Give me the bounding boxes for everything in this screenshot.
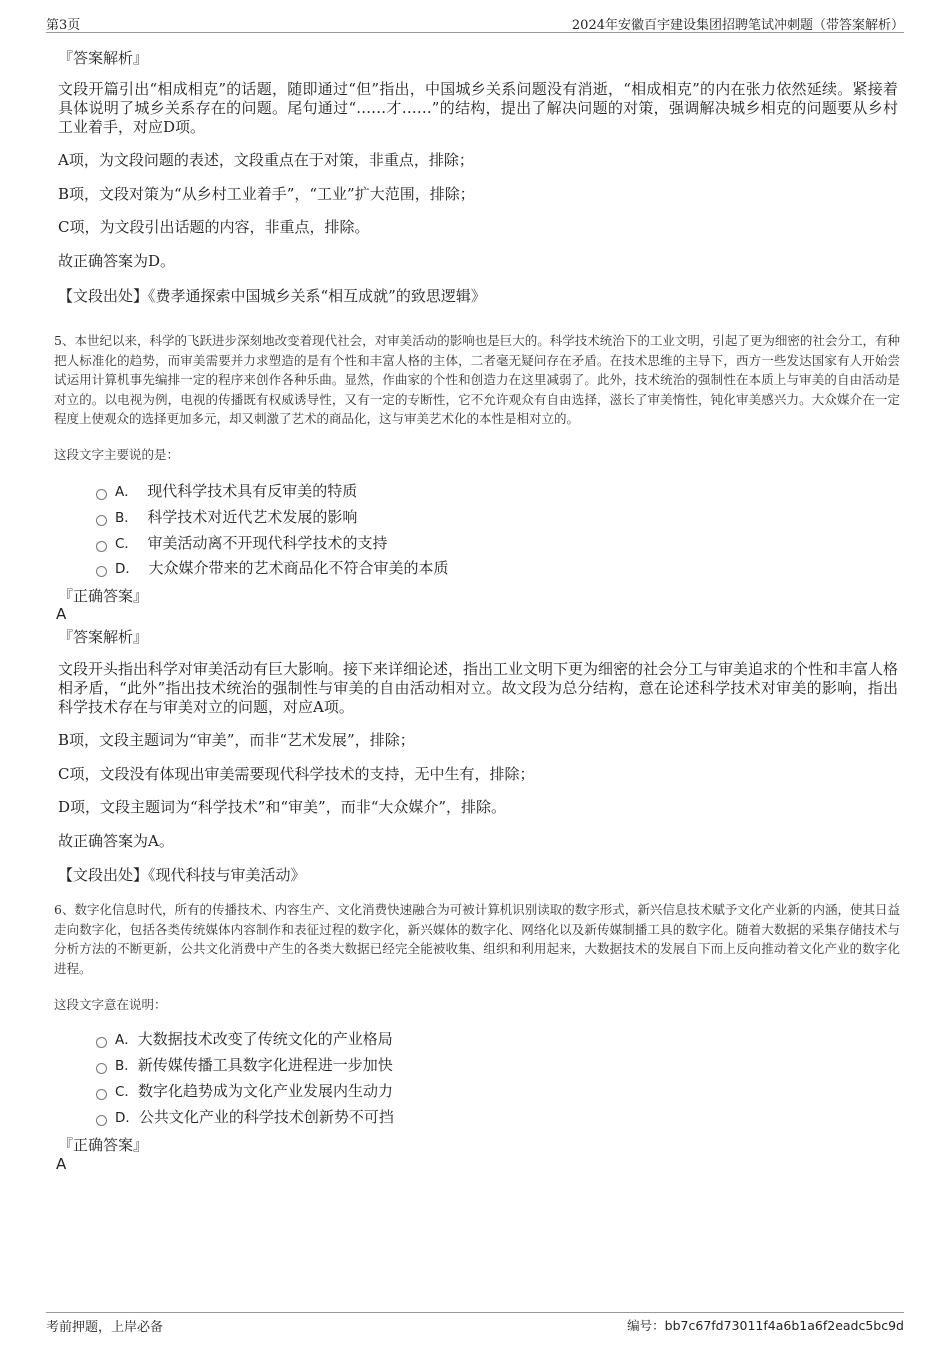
radio-icon[interactable]	[96, 566, 107, 577]
document-code: 编号：bb7c67fd73011f4a6b1a6f2eadc5bc9d	[627, 1318, 904, 1333]
q5-option-b-explanation: B项，文段主题词为“审美”，而非“艺术发展”，排除；	[58, 731, 415, 749]
q6-stem: 6、数字化信息时代，所有的传播技术、内容生产、文化消费快速融合为可被计算机识别读取的数字形式，新兴信息技术赋予文化产业新的内涵，使其日益走向数字化，包括各类传统媒体内容制作和表征过程的数字化，新兴媒体的数字化、网络化以及新传媒制播工具的数字化。随着大数据的采集存储技术与分析方法的不断更新，公共文化消费中产生的各类大数据已经完全能被收集、组织和利用起来，大数据技术的发展自下而上反向推动着文化产业的数字化进程。	[54, 902, 900, 976]
q4-analysis-text: 文段开篇引出“相成相克”的话题，随即通过“但”指出，中国城乡关系问题没有消逝，“相成相克”的内在张力依然延续。紧接着具体说明了城乡关系存在的问题。尾句通过“……才……”的结构，提出了解决问题的对策，强调解决城乡相克的问题要从乡村工业着手，对应D项。	[58, 80, 898, 136]
q4-conclusion: 故正确答案为D。	[58, 252, 176, 270]
page-number: 第3页	[46, 18, 81, 33]
radio-icon[interactable]	[96, 1037, 107, 1048]
q4-source: 【文段出处】《费孝通探索中国城乡关系“相互成就”的致思逻辑》	[58, 287, 486, 305]
footer-slogan: 考前押题，上岸必备	[46, 1320, 164, 1335]
q5-conclusion: 故正确答案为A。	[58, 832, 174, 850]
q5-analysis-text: 文段开头指出科学对审美活动有巨大影响。接下来详细论述，指出工业文明下更为细密的社会分工与审美追求的个性和丰富人格相矛盾，“此外”指出技术统治的强制性与审美的自由活动相对立。故文段为总分结构，意在论述科学技术对审美的影响，指出科学技术存在与审美对立的问题，对应A项。	[58, 660, 899, 716]
q5-stem: 5、本世纪以来，科学的飞跃进步深刻地改变着现代社会，对审美活动的影响也是巨大的。科学技术统治下的工业文明，引起了更为细密的社会分工，有种把人标准化的趋势，而审美需要并力求塑造的是有个性和丰富人格的主体，二者毫无疑问存在矛盾。在技术思维的主导下，西方一些发达国家有人开始尝试运用计算机事先编排一定的程序来创作各种乐曲。显然，作曲家的个性和创造力在这里减弱了。此外，技术统治的强制性在本质上与审美的自由活动是对立的。以电视为例，电视的传播既有权威诱导性，又有一定的专断性，它不允许观众有自由选择，滋长了审美惰性，钝化审美感兴力。大众媒介在一定程度上使观众的选择更加多元，却又刺激了艺术的商品化，这与审美艺术化的本性是相对立的。	[54, 333, 900, 426]
document-title: 2024年安徽百宇建设集团招聘笔试冲刺题（带答案解析）	[571, 18, 904, 33]
q5-option-a[interactable]: A． 现代科学技术具有反审美的特质	[96, 480, 357, 502]
q6-prompt: 这段文字意在说明：	[54, 997, 167, 1012]
q6-option-d[interactable]: D．公共文化产业的科学技术创新势不可挡	[96, 1106, 394, 1128]
q5-analysis-label: 『答案解析』	[58, 628, 149, 646]
radio-icon[interactable]	[96, 515, 107, 526]
q6-answer-label: 『正确答案』	[58, 1136, 149, 1154]
radio-icon[interactable]	[96, 1063, 107, 1074]
q5-option-b[interactable]: B． 科学技术对近代艺术发展的影响	[96, 506, 357, 528]
q6-option-a[interactable]: A．大数据技术改变了传统文化的产业格局	[96, 1028, 393, 1050]
radio-icon[interactable]	[96, 1089, 107, 1100]
q5-answer: A	[56, 605, 67, 623]
page-header	[46, 12, 904, 33]
q4-option-a-explanation: A项，为文段问题的表述，文段重点在于对策，非重点，排除；	[58, 151, 474, 169]
q4-option-b-explanation: B项，文段对策为“从乡村工业着手”，“工业”扩大范围，排除；	[58, 185, 475, 203]
q5-option-d[interactable]: D． 大众媒介带来的艺术商品化不符合审美的本质	[96, 557, 448, 579]
q5-option-d-explanation: D项，文段主题词为“科学技术”和“审美”，而非“大众媒介”，排除。	[58, 798, 507, 816]
q5-source: 【文段出处】《现代科技与审美活动》	[58, 866, 306, 884]
q6-answer: A	[56, 1155, 67, 1173]
radio-icon[interactable]	[96, 1115, 107, 1126]
q5-answer-label: 『正确答案』	[58, 587, 149, 605]
page-footer	[46, 1312, 904, 1335]
q5-option-c-explanation: C项，文段没有体现出审美需要现代科学技术的支持，无中生有，排除；	[58, 765, 535, 783]
q5-option-c[interactable]: C． 审美活动离不开现代科学技术的支持	[96, 532, 388, 554]
q5-prompt: 这段文字主要说的是：	[54, 447, 180, 462]
q6-option-c[interactable]: C．数字化趋势成为文化产业发展内生动力	[96, 1080, 393, 1102]
q6-option-b[interactable]: B．新传媒传播工具数字化进程进一步加快	[96, 1054, 393, 1076]
q4-analysis-label: 『答案解析』	[58, 49, 149, 67]
radio-icon[interactable]	[96, 489, 107, 500]
q4-option-c-explanation: C项，为文段引出话题的内容，非重点，排除。	[58, 218, 370, 236]
radio-icon[interactable]	[96, 541, 107, 552]
